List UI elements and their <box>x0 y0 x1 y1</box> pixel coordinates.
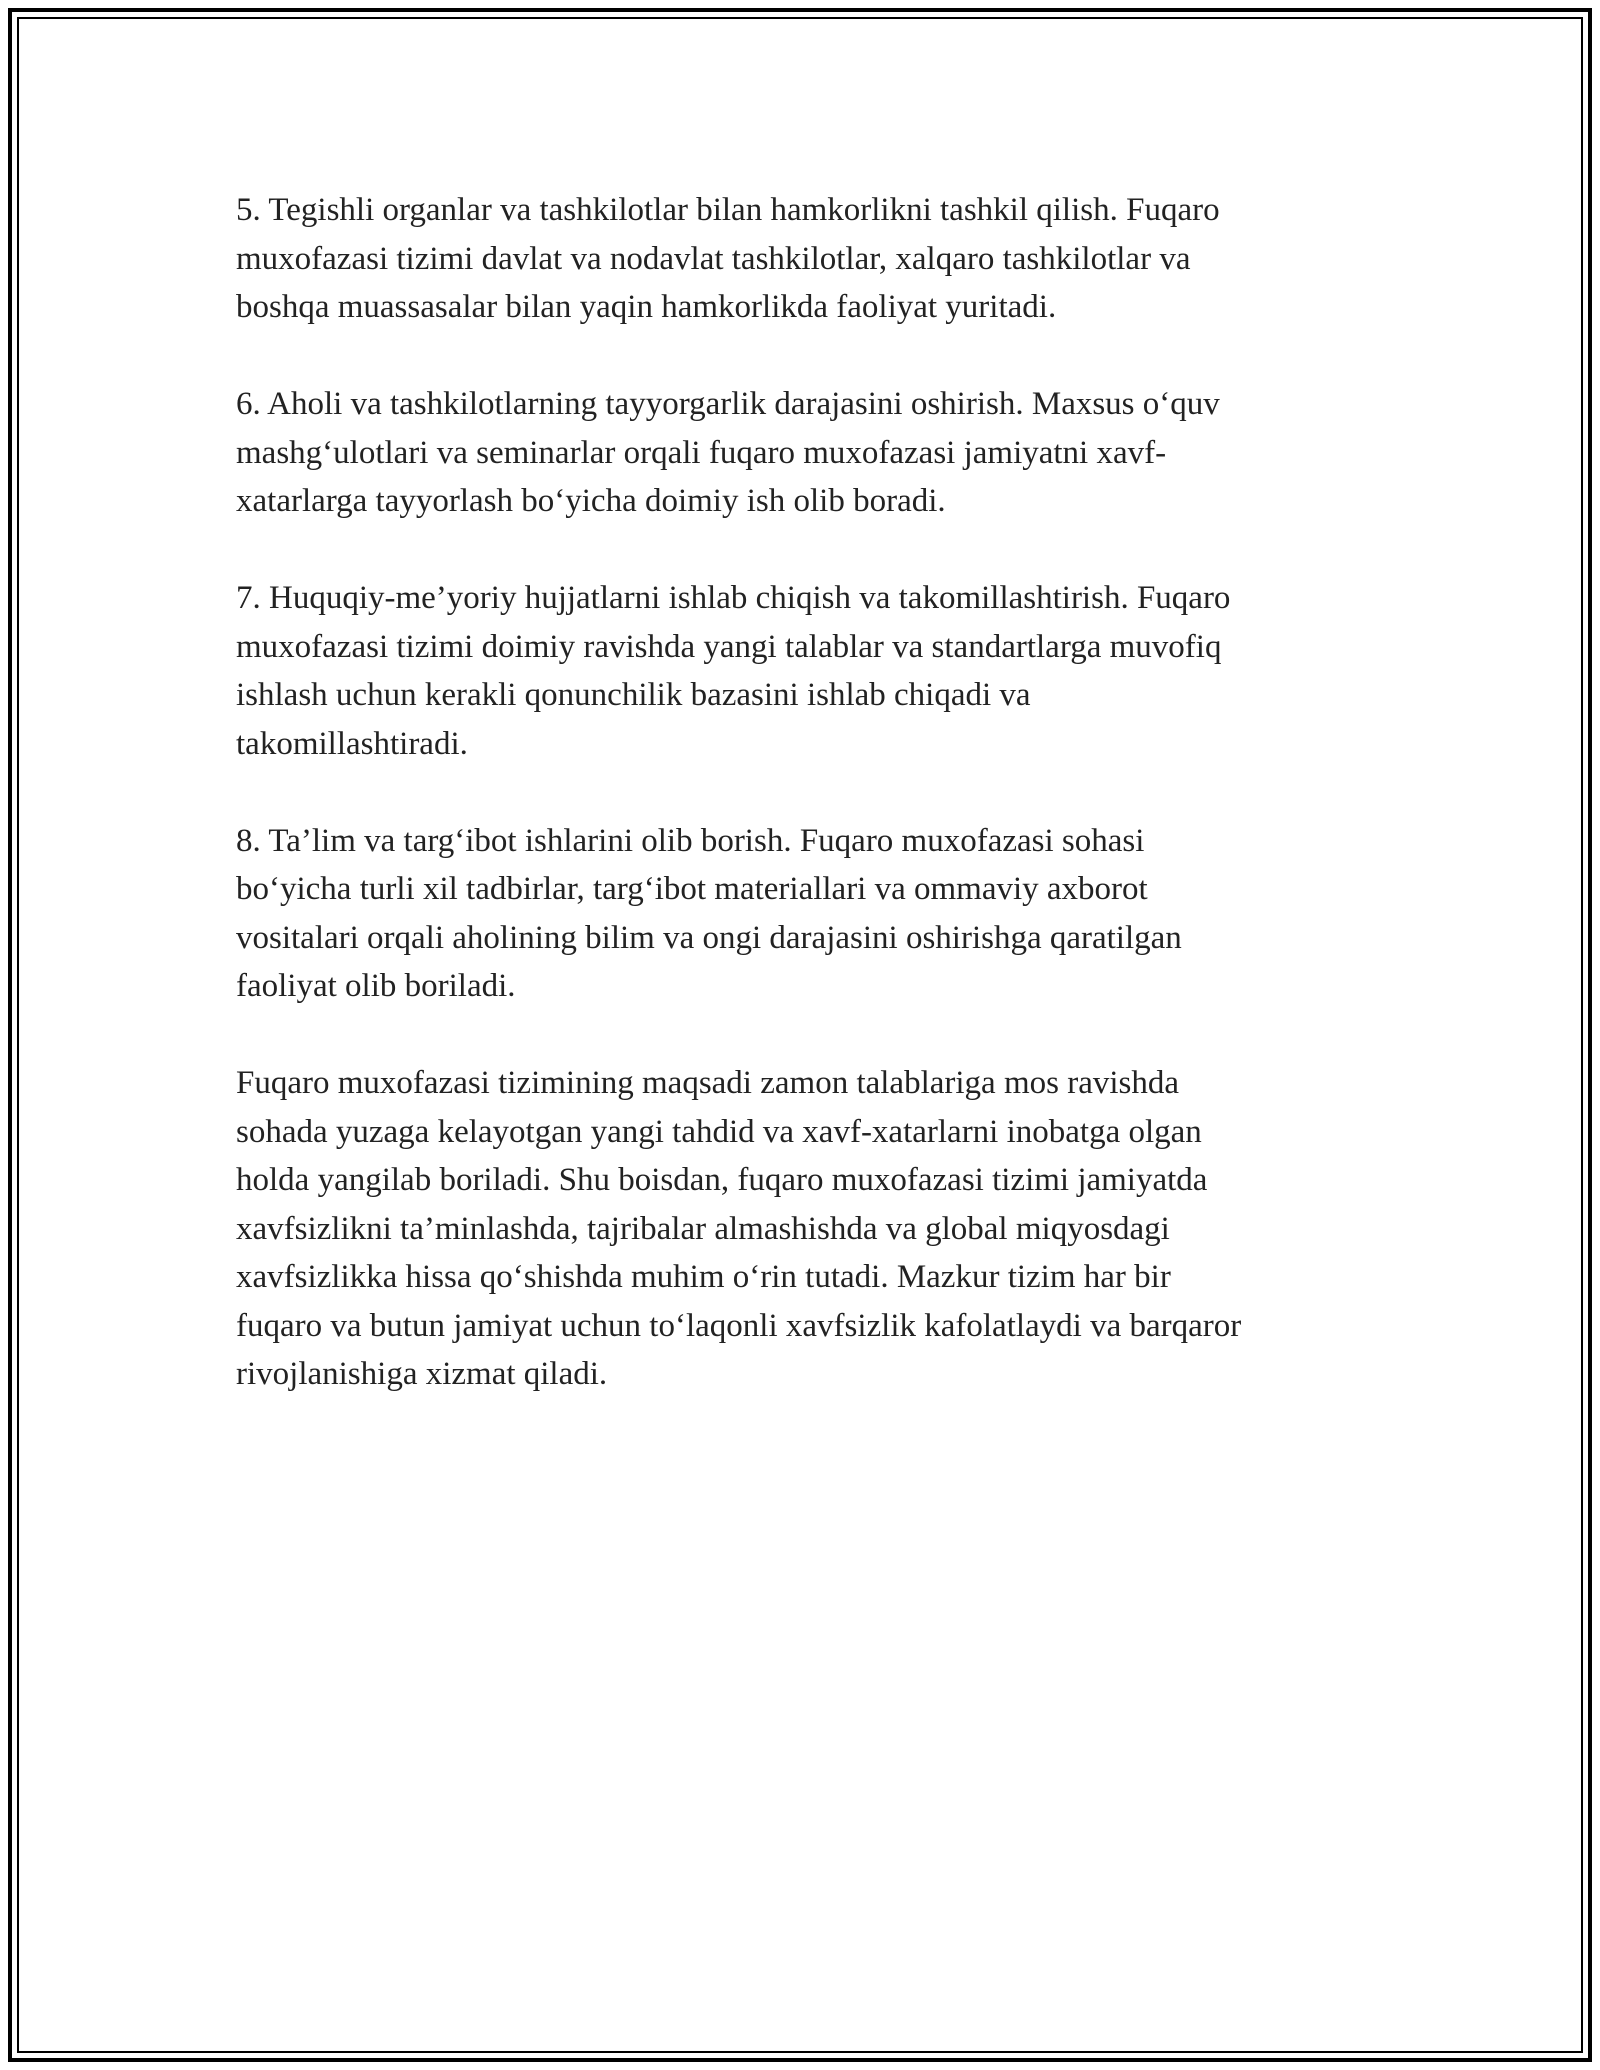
paragraph-item-8: 8. Ta’lim va targ‘ibot ishlarini olib borish. Fuqaro muxofazasi sohasi bo‘yicha turli xil tadbirlar, targ‘ibot materiallari va ommaviy axborot vositalari orqali aholining bilim va ongi darajasini oshirishga qaratilgan faoliyat olib boriladi. <box>236 822 1182 1004</box>
paragraph-item-6: 6. Aholi va tashkilotlarning tayyorgarlik darajasini oshirish. Maxsus o‘quv mashg‘ulotlari va seminarlar orqali fuqaro muxofazasi jamiyatni xavf- xatarlarga tayyorlash bo‘yicha doimiy ish olib boradi. <box>236 386 1220 519</box>
paragraph-conclusion: Fuqaro muxofazasi tizimining maqsadi zamon talablariga mos ravishda sohada yuzaga kelayotgan yangi tahdid va xavf-xatarlarni inobatga olgan holda yangilab boriladi. Shu boisdan, fuqaro muxofazasi tizimi jamiyatda xavfsizlikni ta’minlashda, tajribalar almashishda va global miqyosdagi xavfsizlikka hissa qo‘shishda muhim o‘rin tutadi. Mazkur tizim har bir fuqaro va butun jamiyat uchun to‘laqonli xavfsizlik kafolatlaydi va barqaror rivojlanishiga xizmat qiladi. <box>236 1065 1242 1392</box>
paragraph-item-7: 7. Huquqiy-me’yoriy hujjatlarni ishlab chiqish va takomillashtirish. Fuqaro muxofazasi tizimi doimiy ravishda yangi talablar va standartlarga muvofiq ishlash uchun kerakli qonunchilik bazasini ishlab chiqadi va takomillashtiradi. <box>236 580 1231 762</box>
document-body <box>236 186 1366 1447</box>
paragraph-item-5: 5. Tegishli organlar va tashkilotlar bilan hamkorlikni tashkil qilish. Fuqaro muxofazasi tizimi davlat va nodavlat tashkilotlar, xalqaro tashkilotlar va boshqa muassasalar bilan yaqin hamkorlikda faoliyat yuritadi. <box>236 192 1220 325</box>
